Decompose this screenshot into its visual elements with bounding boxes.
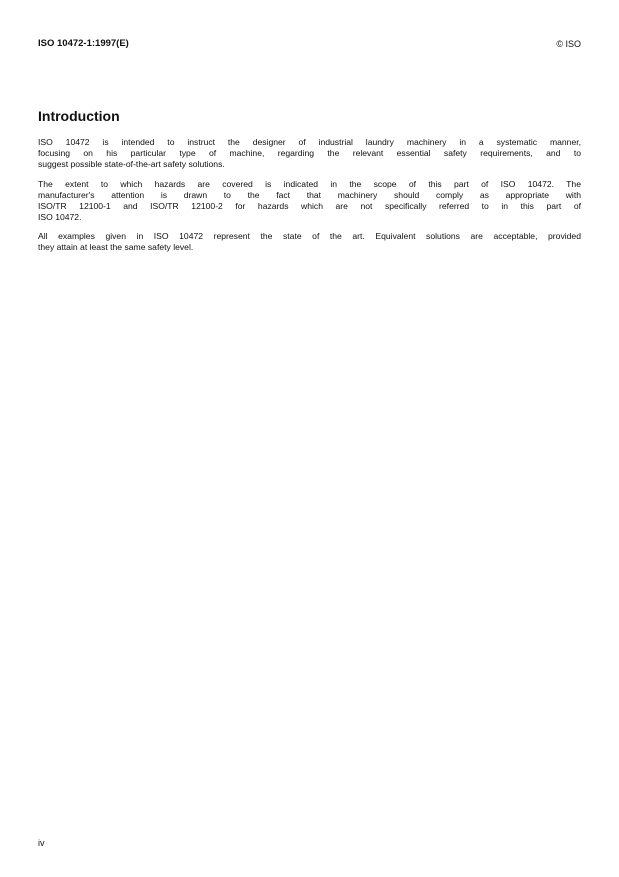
text-line: ISO/TR 12100-1 and ISO/TR 12100-2 for hazards which are not specifically referred to in this part of (38, 200, 581, 211)
text-line: All examples given in ISO 10472 represent the state of the art. Equivalent solutions are acceptable, provided (38, 231, 581, 241)
paragraph-scope (38, 179, 581, 223)
text-line: focusing on his particular type of machine, regarding the relevant essential safety requirements, and to (38, 148, 581, 158)
page-number: iv (38, 838, 45, 848)
text-line: The extent to which hazards are covered is indicated in the scope of this part of ISO 10472. The (38, 178, 581, 189)
section-title: Introduction (38, 108, 120, 124)
text-line: ISO 10472. (38, 211, 82, 222)
paragraph-examples (38, 231, 581, 253)
introduction-body (38, 137, 581, 262)
paragraph-purpose (38, 137, 581, 170)
document-id: ISO 10472-1:1997(E) (38, 38, 129, 49)
text-line: they attain at least the same safety level. (38, 242, 194, 252)
copyright-notice: © ISO (556, 39, 581, 49)
text-line: manufacturer's attention is drawn to the fact that machinery should comply as appropriate with (38, 189, 581, 200)
text-line: suggest possible state-of-the-art safety solutions. (38, 159, 225, 169)
text-line: ISO 10472 is intended to instruct the designer of industrial laundry machinery in a systematic manner, (38, 137, 581, 147)
